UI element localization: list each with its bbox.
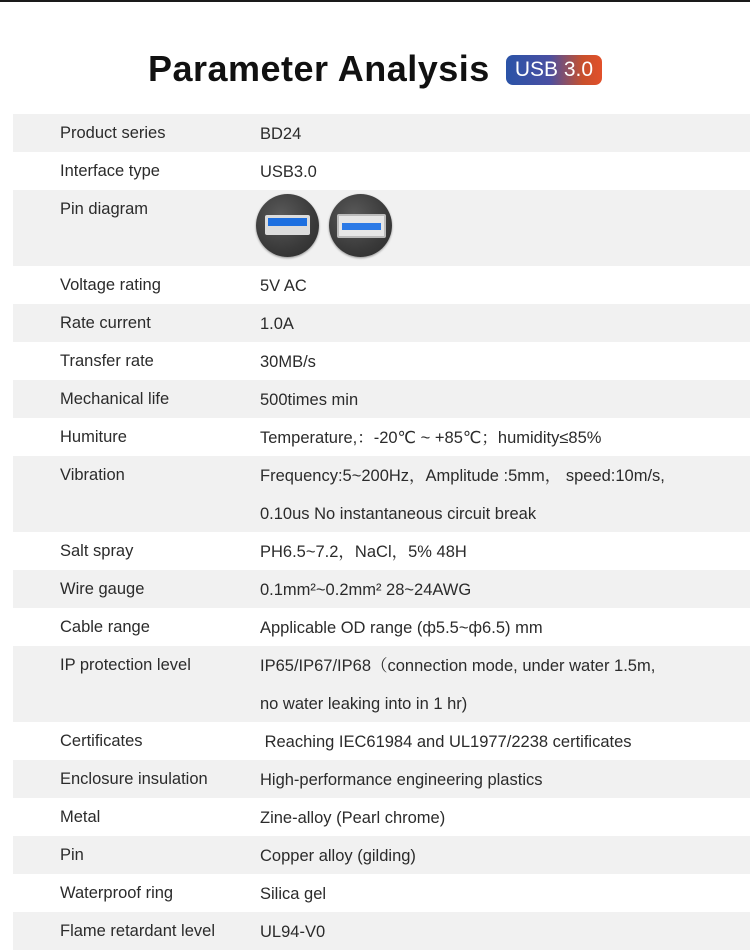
table-row-vibration <box>13 456 750 532</box>
table-row-ip-protection-level <box>13 646 750 722</box>
table-row-mechanical-life <box>13 380 750 418</box>
table-row-waterproof-ring <box>13 874 750 912</box>
usb-a-port-icon <box>256 194 319 257</box>
row-label: Certificates <box>60 732 143 750</box>
row-value <box>260 457 740 533</box>
row-value-line: 30MB/s <box>260 353 316 371</box>
pin-diagram-images <box>256 194 392 257</box>
row-value <box>260 267 740 305</box>
row-value-line: Silica gel <box>260 885 327 903</box>
row-value-line: Reaching IEC61984 and UL1977/2238 certificates <box>260 733 632 751</box>
row-value <box>260 115 740 153</box>
row-label: Rate current <box>60 314 151 332</box>
row-value-line: Copper alloy (gilding) <box>260 847 416 865</box>
table-row-certificates <box>13 722 750 760</box>
parameter-table <box>13 114 750 950</box>
table-row-interface-type <box>13 152 750 190</box>
table-row-wire-gauge <box>13 570 750 608</box>
row-value <box>260 761 740 799</box>
row-label: IP protection level <box>60 656 191 674</box>
row-value-line: Zine-alloy (Pearl chrome) <box>260 809 446 827</box>
table-row-product-series <box>13 114 750 152</box>
row-label: Voltage rating <box>60 276 161 294</box>
usb-version-badge: USB 3.0 <box>506 55 602 85</box>
row-label: Wire gauge <box>60 580 145 598</box>
row-value-line: 1.0A <box>260 315 294 333</box>
row-value-line: USB3.0 <box>260 163 317 181</box>
table-row-enclosure-insulation <box>13 760 750 798</box>
row-value <box>260 837 740 875</box>
row-label: Transfer rate <box>60 352 154 370</box>
row-value <box>260 647 740 723</box>
row-value <box>260 343 740 381</box>
table-row-rate-current <box>13 304 750 342</box>
row-value-line: no water leaking into in 1 hr) <box>260 695 468 713</box>
row-value-line: Temperature,：-20℃ ~ +85℃；humidity≤85% <box>260 429 602 447</box>
page-title: Parameter Analysis <box>147 48 490 89</box>
row-label: Metal <box>60 808 101 826</box>
row-value <box>260 419 740 457</box>
row-value-line: IP65/IP67/IP68（connection mode, under water 1.5m, <box>260 657 656 675</box>
row-value-line: BD24 <box>260 125 302 143</box>
table-row-transfer-rate <box>13 342 750 380</box>
row-value-line: Applicable OD range (ф5.5~ф6.5) mm <box>260 619 543 637</box>
table-row-metal <box>13 798 750 836</box>
row-label: Waterproof ring <box>60 884 174 902</box>
row-value-line: 0.10us No instantaneous circuit break <box>260 505 537 523</box>
page-header <box>0 44 750 94</box>
row-value-line: UL94-V0 <box>260 923 326 941</box>
usb-a-port-icon <box>329 194 392 257</box>
row-value <box>260 875 740 913</box>
row-label: Pin <box>60 846 84 864</box>
row-value-line: Frequency:5~200Hz，Amplitude :5mm， speed:10m/s, <box>260 467 665 485</box>
table-row-pin <box>13 836 750 874</box>
row-label: Vibration <box>60 466 125 484</box>
row-value <box>260 305 740 343</box>
row-label: Product series <box>60 124 166 142</box>
row-value <box>260 799 740 837</box>
row-label: Cable range <box>60 618 150 636</box>
row-label: Humiture <box>60 428 127 446</box>
row-value <box>260 913 740 951</box>
row-value <box>260 723 740 761</box>
row-value-line: PH6.5~7.2，NaCl，5% 48H <box>260 543 467 561</box>
row-label: Pin diagram <box>60 200 149 218</box>
row-value <box>260 381 740 419</box>
table-row-humiture <box>13 418 750 456</box>
row-value-line: High-performance engineering plastics <box>260 771 543 789</box>
row-value-line: 500times min <box>260 391 359 409</box>
top-divider <box>0 0 750 2</box>
row-value <box>260 533 740 571</box>
row-value <box>260 153 740 191</box>
table-row-salt-spray <box>13 532 750 570</box>
row-label: Interface type <box>60 162 160 180</box>
table-row-cable-range <box>13 608 750 646</box>
table-row-flame-retardant-level <box>13 912 750 950</box>
row-label: Enclosure insulation <box>60 770 208 788</box>
row-value <box>260 609 740 647</box>
row-label: Flame retardant level <box>60 922 215 940</box>
table-row-voltage-rating <box>13 266 750 304</box>
table-row-pin-diagram <box>13 190 750 266</box>
row-label: Mechanical life <box>60 390 170 408</box>
row-value-line: 0.1mm²~0.2mm² 28~24AWG <box>260 581 472 599</box>
row-value <box>260 571 740 609</box>
row-label: Salt spray <box>60 542 134 560</box>
row-value-line: 5V AC <box>260 277 307 295</box>
